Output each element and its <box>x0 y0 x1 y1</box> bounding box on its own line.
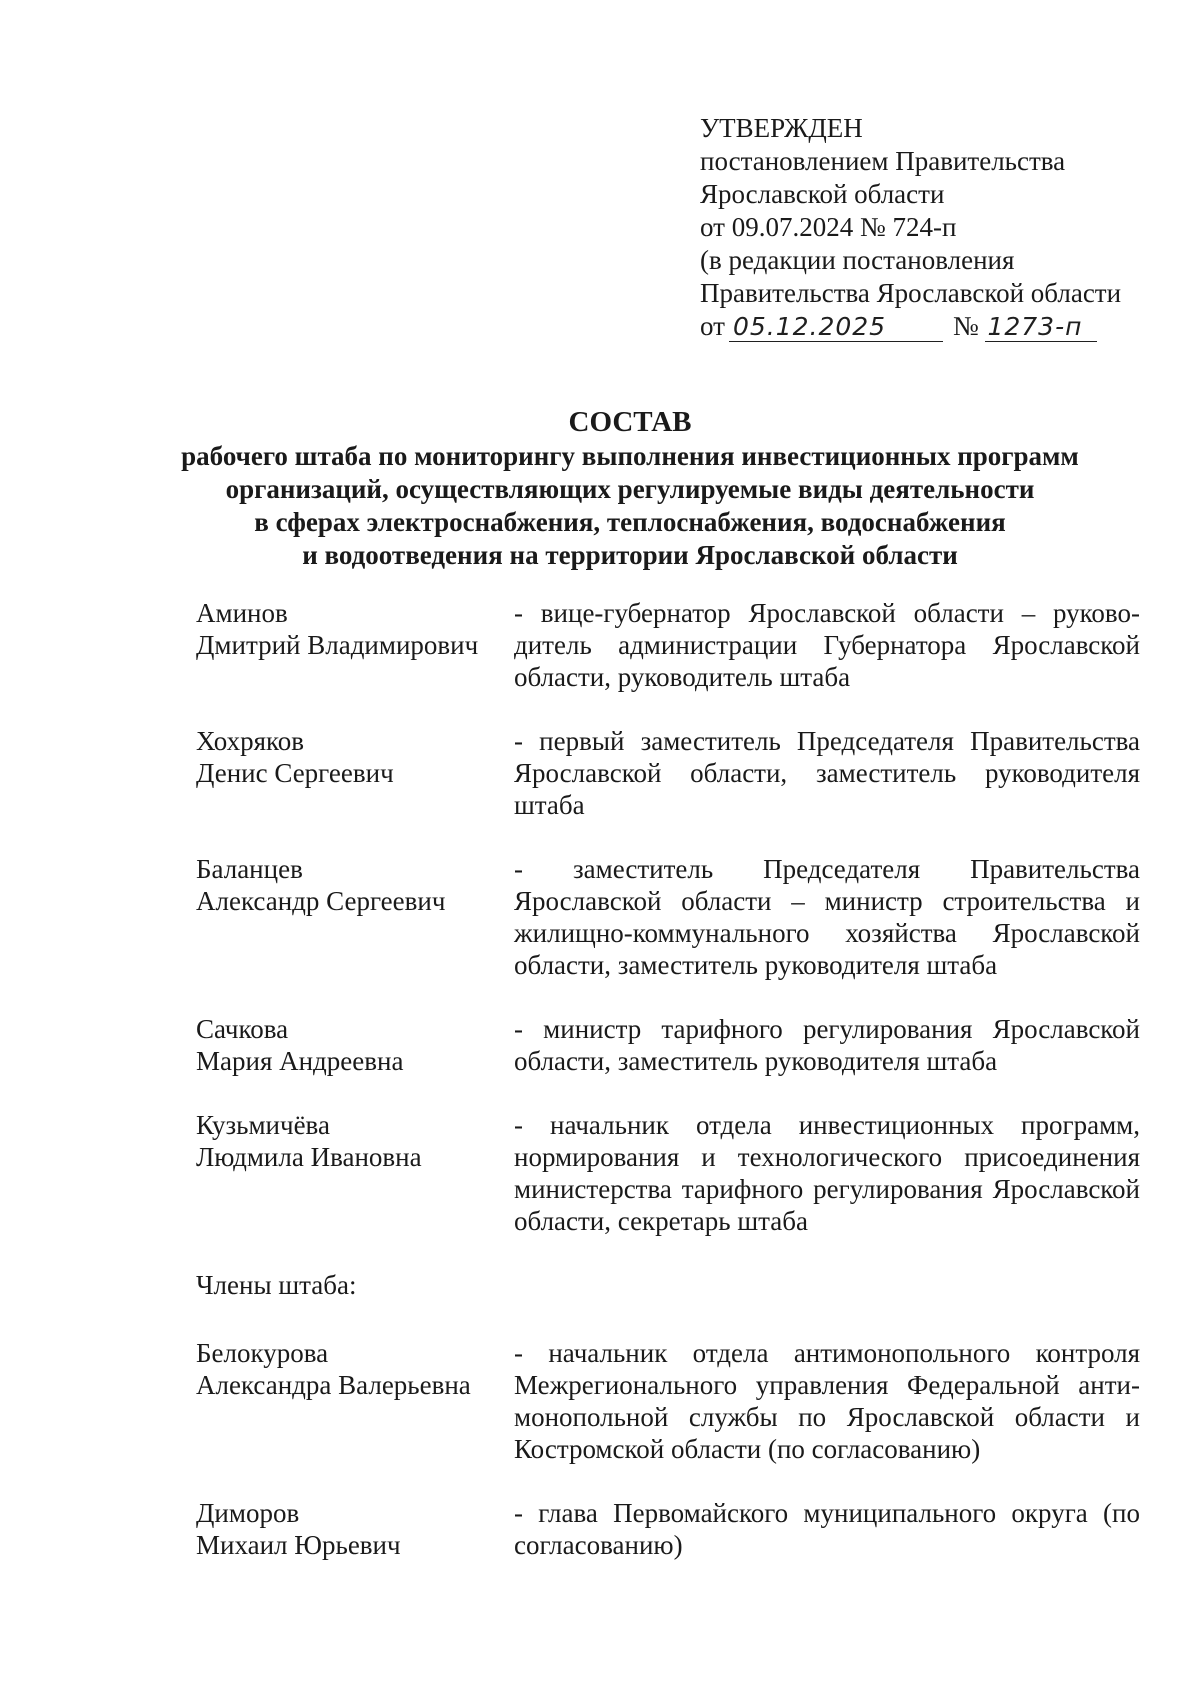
person-role: - первый заместитель Председателя Правительства Ярославской области, заместитель руководителя штаба <box>514 726 1140 820</box>
roster-entry <box>196 1109 1140 1237</box>
person-given-names: Денис Сергеевич <box>196 758 394 788</box>
person-surname: Кузьмичёва <box>196 1110 330 1140</box>
document-title-block <box>120 404 1140 572</box>
document-subtitle-line: и водоотведения на территории Ярославской области <box>302 540 958 570</box>
approval-decree-ref: от 09.07.2024 № 724-п <box>700 212 957 242</box>
handwritten-date: 05.12.2025 <box>729 313 943 342</box>
person-surname: Баланцев <box>196 854 303 884</box>
number-prefix: № <box>952 311 979 341</box>
roster-entry <box>196 597 1140 693</box>
roster-entry <box>196 1013 1140 1077</box>
person-name <box>196 1013 514 1077</box>
document-subtitle-line: организаций, осуществляющих регулируемые виды деятельности <box>225 474 1035 504</box>
person-surname: Белокурова <box>196 1338 329 1368</box>
person-given-names: Александра Валерьевна <box>196 1370 471 1400</box>
person-given-names: Михаил Юрьевич <box>196 1530 401 1560</box>
approval-line: Ярославской области <box>700 179 945 209</box>
person-role: - министр тарифного регулирования Ярославской области, заместитель руководителя штаба <box>514 1014 1140 1076</box>
person-surname: Диморов <box>196 1498 300 1528</box>
person-name <box>196 853 514 917</box>
person-role: - вице-губернатор Ярославской области – руководитель администрации Губернатора Ярославской области, руководитель штаба <box>514 598 1140 692</box>
person-surname: Хохряков <box>196 726 305 756</box>
handwritten-number: 1273-п <box>985 313 1097 342</box>
document-subtitle-line: рабочего штаба по мониторингу выполнения инвестиционных программ <box>181 441 1079 471</box>
roster-entry <box>196 1337 1140 1465</box>
person-role: - начальник отдела инвестиционных программ, нормирования и технологического присоединения министерства тарифного регулирования Ярославской области, секретарь штаба <box>514 1110 1140 1236</box>
approval-line: (в редакции постановления <box>700 245 1015 275</box>
person-given-names: Мария Андреевна <box>196 1046 404 1076</box>
person-name <box>196 725 514 789</box>
approval-line: постановлением Правительства <box>700 146 1066 176</box>
approval-heading: УТВЕРЖДЕН <box>700 113 863 143</box>
approval-stamp-block <box>700 112 1170 343</box>
roster-entry <box>196 853 1140 981</box>
person-role: - заместитель Председателя Правительства Ярославской области – министр строительства и жилищно-коммунального хозяйства Ярославской области, заместитель руководителя штаба <box>514 854 1140 980</box>
person-name <box>196 1337 514 1401</box>
staff-roster <box>196 597 1140 1593</box>
roster-entry <box>196 1497 1140 1561</box>
person-surname: Аминов <box>196 598 288 628</box>
document-heading: СОСТАВ <box>568 406 692 438</box>
person-name <box>196 597 514 661</box>
roster-entry <box>196 725 1140 821</box>
person-name <box>196 1109 514 1173</box>
person-given-names: Дмитрий Владимирович <box>196 630 479 660</box>
person-given-names: Александр Сергеевич <box>196 886 446 916</box>
date-prefix: от <box>700 311 725 341</box>
approval-amendment-line <box>700 310 1170 343</box>
approval-line: Правительства Ярославской области <box>700 278 1122 308</box>
person-name <box>196 1497 514 1561</box>
person-surname: Сачкова <box>196 1014 289 1044</box>
person-given-names: Людмила Ивановна <box>196 1142 422 1172</box>
person-role: - глава Первомайского муниципального округа (по согласованию) <box>514 1498 1140 1560</box>
person-role: - начальник отдела антимонопольного контроля Межрегионального управления Федеральной антимонопольной службы по Ярославской области и Костромской области (по согласованию) <box>514 1338 1140 1464</box>
document-subtitle-line: в сферах электроснабжения, теплоснабжения, водоснабжения <box>254 507 1006 537</box>
members-section-label: Члены штаба: <box>196 1270 357 1300</box>
